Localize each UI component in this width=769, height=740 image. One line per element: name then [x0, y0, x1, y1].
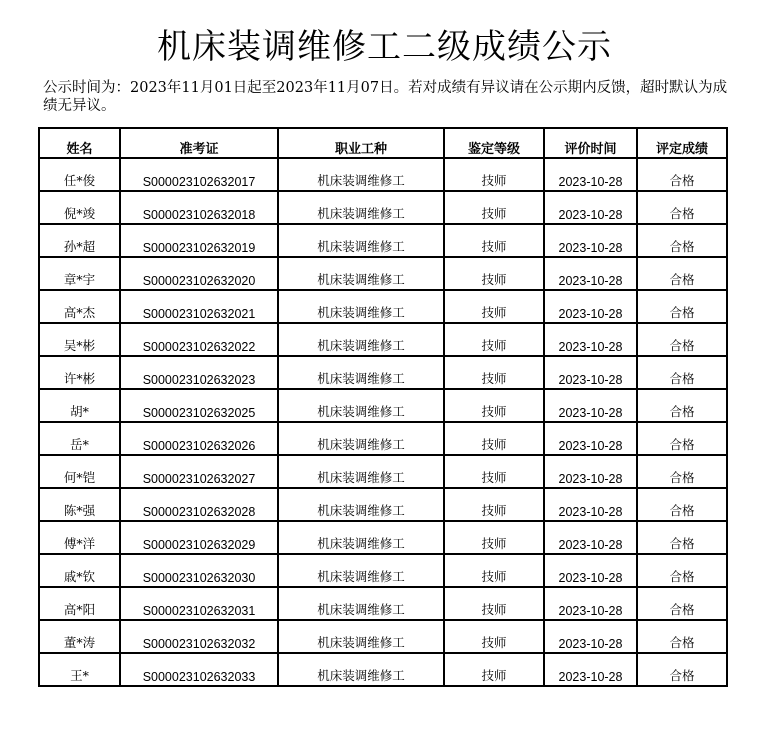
cell-level: 技师 — [444, 455, 544, 488]
cell-date: 2023-10-28 — [544, 620, 637, 653]
cell-exam-id: S000023102632030 — [120, 554, 278, 587]
header-level: 鉴定等级 — [444, 128, 544, 158]
table-row — [39, 389, 727, 422]
cell-result: 合格 — [637, 389, 727, 422]
cell-date: 2023-10-28 — [544, 521, 637, 554]
table-row — [39, 356, 727, 389]
cell-occupation: 机床装调维修工 — [278, 488, 444, 521]
table-row — [39, 290, 727, 323]
cell-level: 技师 — [444, 356, 544, 389]
cell-level: 技师 — [444, 257, 544, 290]
header-exam-id: 准考证 — [120, 128, 278, 158]
cell-result: 合格 — [637, 422, 727, 455]
table-row — [39, 554, 727, 587]
cell-name: 许*彬 — [39, 356, 120, 389]
cell-exam-id: S000023102632017 — [120, 158, 278, 191]
cell-level: 技师 — [444, 389, 544, 422]
cell-exam-id: S000023102632018 — [120, 191, 278, 224]
table-row — [39, 587, 727, 620]
cell-occupation: 机床装调维修工 — [278, 521, 444, 554]
cell-occupation: 机床装调维修工 — [278, 323, 444, 356]
cell-result: 合格 — [637, 356, 727, 389]
cell-exam-id: S000023102632026 — [120, 422, 278, 455]
cell-name: 孙*超 — [39, 224, 120, 257]
cell-result: 合格 — [637, 554, 727, 587]
table-row — [39, 488, 727, 521]
cell-level: 技师 — [444, 323, 544, 356]
cell-date: 2023-10-28 — [544, 389, 637, 422]
cell-result: 合格 — [637, 224, 727, 257]
cell-exam-id: S000023102632032 — [120, 620, 278, 653]
cell-exam-id: S000023102632031 — [120, 587, 278, 620]
table-row — [39, 158, 727, 191]
cell-name: 任*俊 — [39, 158, 120, 191]
header-occupation: 职业工种 — [278, 128, 444, 158]
cell-exam-id: S000023102632029 — [120, 521, 278, 554]
cell-occupation: 机床装调维修工 — [278, 422, 444, 455]
cell-name: 高*杰 — [39, 290, 120, 323]
cell-occupation: 机床装调维修工 — [278, 653, 444, 686]
cell-result: 合格 — [637, 521, 727, 554]
cell-name: 胡* — [39, 389, 120, 422]
cell-exam-id: S000023102632023 — [120, 356, 278, 389]
cell-result: 合格 — [637, 620, 727, 653]
cell-occupation: 机床装调维修工 — [278, 620, 444, 653]
table-header-row — [39, 128, 727, 158]
cell-name: 何*铠 — [39, 455, 120, 488]
cell-level: 技师 — [444, 422, 544, 455]
table-row — [39, 653, 727, 686]
cell-date: 2023-10-28 — [544, 653, 637, 686]
cell-result: 合格 — [637, 323, 727, 356]
header-name: 姓名 — [39, 128, 120, 158]
table-row — [39, 521, 727, 554]
cell-name: 王* — [39, 653, 120, 686]
cell-exam-id: S000023102632019 — [120, 224, 278, 257]
cell-level: 技师 — [444, 224, 544, 257]
cell-level: 技师 — [444, 290, 544, 323]
cell-date: 2023-10-28 — [544, 323, 637, 356]
cell-date: 2023-10-28 — [544, 587, 637, 620]
cell-name: 高*阳 — [39, 587, 120, 620]
table-row — [39, 620, 727, 653]
cell-result: 合格 — [637, 257, 727, 290]
cell-name: 戚*钦 — [39, 554, 120, 587]
cell-date: 2023-10-28 — [544, 422, 637, 455]
cell-level: 技师 — [444, 620, 544, 653]
cell-date: 2023-10-28 — [544, 455, 637, 488]
cell-result: 合格 — [637, 191, 727, 224]
cell-date: 2023-10-28 — [544, 257, 637, 290]
cell-level: 技师 — [444, 191, 544, 224]
cell-result: 合格 — [637, 455, 727, 488]
cell-occupation: 机床装调维修工 — [278, 455, 444, 488]
page-title: 机床装调维修工二级成绩公示 — [157, 27, 612, 67]
cell-name: 倪*竣 — [39, 191, 120, 224]
table-body — [39, 158, 727, 686]
cell-level: 技师 — [444, 158, 544, 191]
cell-occupation: 机床装调维修工 — [278, 290, 444, 323]
header-result: 评定成绩 — [637, 128, 727, 158]
cell-name: 傅*洋 — [39, 521, 120, 554]
results-table — [38, 127, 728, 687]
cell-occupation: 机床装调维修工 — [278, 389, 444, 422]
cell-exam-id: S000023102632025 — [120, 389, 278, 422]
cell-occupation: 机床装调维修工 — [278, 554, 444, 587]
cell-occupation: 机床装调维修工 — [278, 158, 444, 191]
cell-exam-id: S000023102632022 — [120, 323, 278, 356]
cell-level: 技师 — [444, 653, 544, 686]
cell-level: 技师 — [444, 521, 544, 554]
cell-occupation: 机床装调维修工 — [278, 356, 444, 389]
cell-result: 合格 — [637, 653, 727, 686]
header-date: 评价时间 — [544, 128, 637, 158]
cell-level: 技师 — [444, 587, 544, 620]
cell-occupation: 机床装调维修工 — [278, 224, 444, 257]
cell-result: 合格 — [637, 158, 727, 191]
table-row — [39, 257, 727, 290]
cell-date: 2023-10-28 — [544, 356, 637, 389]
cell-level: 技师 — [444, 488, 544, 521]
cell-level: 技师 — [444, 554, 544, 587]
table-row — [39, 422, 727, 455]
cell-name: 章*宇 — [39, 257, 120, 290]
cell-occupation: 机床装调维修工 — [278, 587, 444, 620]
cell-name: 陈*强 — [39, 488, 120, 521]
cell-date: 2023-10-28 — [544, 158, 637, 191]
table-row — [39, 224, 727, 257]
cell-exam-id: S000023102632021 — [120, 290, 278, 323]
cell-occupation: 机床装调维修工 — [278, 257, 444, 290]
cell-exam-id: S000023102632020 — [120, 257, 278, 290]
cell-name: 岳* — [39, 422, 120, 455]
cell-exam-id: S000023102632033 — [120, 653, 278, 686]
cell-date: 2023-10-28 — [544, 224, 637, 257]
table-row — [39, 191, 727, 224]
cell-exam-id: S000023102632027 — [120, 455, 278, 488]
cell-exam-id: S000023102632028 — [120, 488, 278, 521]
cell-name: 董*涛 — [39, 620, 120, 653]
cell-date: 2023-10-28 — [544, 554, 637, 587]
cell-result: 合格 — [637, 290, 727, 323]
cell-result: 合格 — [637, 587, 727, 620]
cell-date: 2023-10-28 — [544, 191, 637, 224]
cell-name: 吴*彬 — [39, 323, 120, 356]
notice-text: 公示时间为：2023年11月01日起至2023年11月07日。若对成绩有异议请在公示期内反馈，超时默认为成绩无异议。 — [43, 80, 728, 114]
table-row — [39, 455, 727, 488]
cell-result: 合格 — [637, 488, 727, 521]
cell-occupation: 机床装调维修工 — [278, 191, 444, 224]
table-row — [39, 323, 727, 356]
cell-date: 2023-10-28 — [544, 488, 637, 521]
cell-date: 2023-10-28 — [544, 290, 637, 323]
